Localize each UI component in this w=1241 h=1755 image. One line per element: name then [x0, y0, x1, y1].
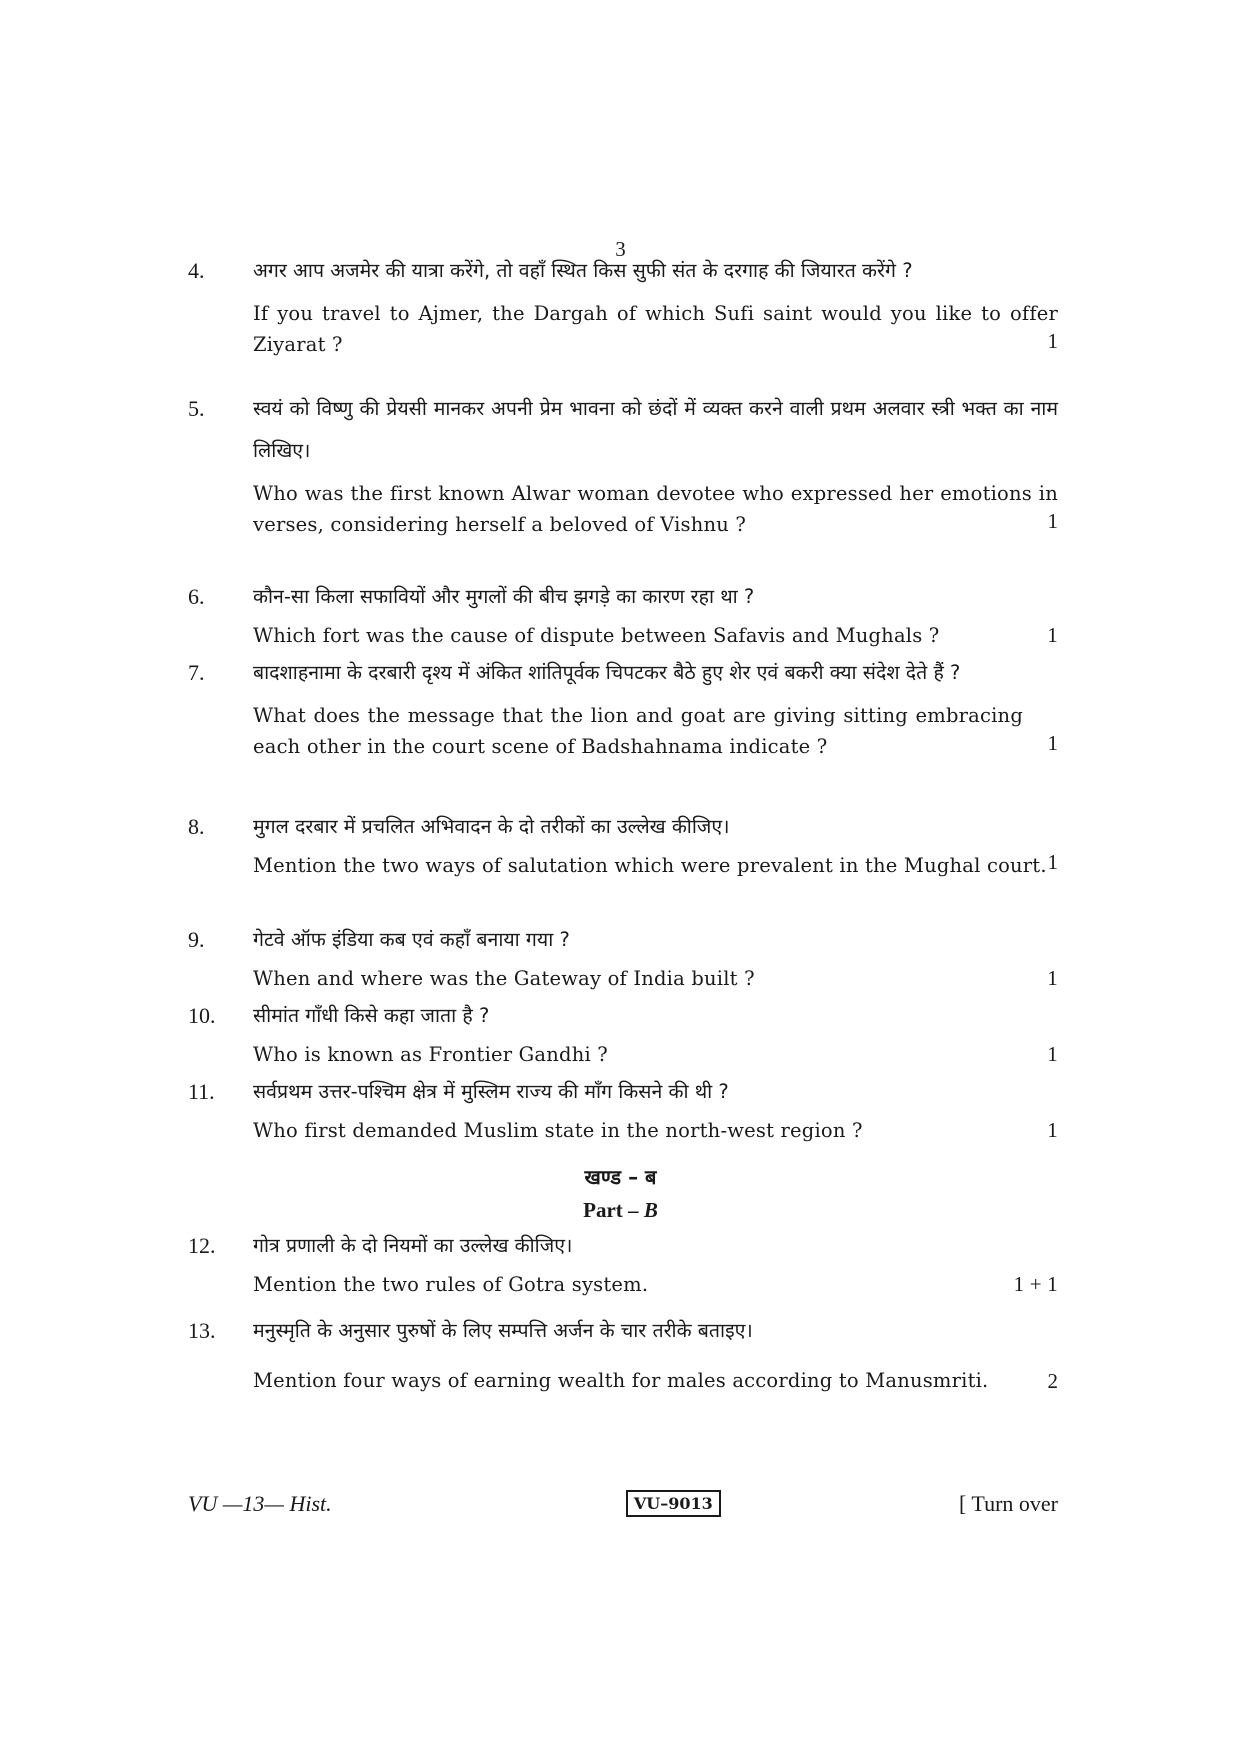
- question-hindi: स्वयं को विष्णु की प्रेयसी मानकर अपनी प्रेम भावना को छंदों में व्यक्त करने वाली प्रथम अलवार स्त्री भक्त का नाम लिखिए।: [253, 397, 1058, 462]
- question-hindi: गेटवे ऑफ इंडिया कब एवं कहाँ बनाया गया ?: [253, 928, 570, 951]
- question-number: 7.: [188, 660, 205, 685]
- question-number: 10.: [188, 1003, 216, 1028]
- question-number: 6.: [188, 584, 205, 609]
- question-hindi: सर्वप्रथम उत्तर-पश्चिम क्षेत्र में मुस्लिम राज्य की माँग किसने की थी ?: [253, 1080, 729, 1103]
- question-hindi: मनुस्मृति के अनुसार पुरुषों के लिए सम्पत्ति अर्जन के चार तरीके बताइए।: [253, 1319, 753, 1342]
- question-marks: 1: [1047, 731, 1058, 755]
- page-number: 3: [615, 237, 626, 261]
- question-hindi: मुगल दरबार में प्रचलित अभिवादन के दो तरीकों का उल्लेख कीजिए।: [253, 815, 730, 838]
- footer-code-box: VU–9013: [626, 1490, 721, 1517]
- footer-paper-id: VU —13— Hist.: [188, 1490, 332, 1516]
- page-footer: [188, 1490, 1058, 1517]
- question-marks: 2: [1047, 1369, 1058, 1393]
- question-marks: 1 + 1: [1013, 1272, 1058, 1296]
- question-marks: 1: [1047, 623, 1058, 647]
- question-english: When and where was the Gateway of India built ?: [253, 967, 755, 990]
- question-english: Who is known as Frontier Gandhi ?: [253, 1043, 608, 1066]
- question-hindi: गोत्र प्रणाली के दो नियमों का उल्लेख कीजिए।: [253, 1234, 573, 1257]
- question-english: Who first demanded Muslim state in the north-west region ?: [253, 1119, 863, 1142]
- question-number: 8.: [188, 814, 205, 839]
- question-marks: 1: [1047, 1042, 1058, 1066]
- question-english: Mention four ways of earning wealth for males according to Manusmriti.: [253, 1369, 989, 1392]
- question-number: 5.: [188, 396, 205, 421]
- question-english: Who was the first known Alwar woman devotee who expressed her emotions in verses, considering herself a beloved of Vishnu ?: [253, 482, 1058, 536]
- question-hindi: बादशाहनामा के दरबारी दृश्य में अंकित शांतिपूर्वक चिपटकर बैठे हुए शेर एवं बकरी क्या संदेश देते हैं ?: [253, 661, 961, 684]
- section-heading-hindi: खण्ड – ब: [584, 1165, 657, 1189]
- question-english-text: If you travel to Ajmer, the Dargah of which Sufi saint would you like to offer Ziyarat ?: [253, 302, 1058, 356]
- question-english: Which fort was the cause of dispute between Safavis and Mughals ?: [253, 624, 940, 647]
- question-hindi: अगर आप अजमेर की यात्रा करेंगे, तो वहाँ स्थित किस सुफी संत के दरगाह की जियारत करेंगे ?: [253, 259, 913, 282]
- question-marks: 1: [1047, 509, 1058, 533]
- question-marks: 1: [1047, 966, 1058, 990]
- question-hindi: कौन-सा किला सफावियों और मुगलों की बीच झगड़े का कारण रहा था ?: [253, 585, 755, 608]
- question-number: 11.: [188, 1079, 215, 1104]
- question-english: What does the message that the lion and goat are giving sitting embracing each other in the court scene of Badshahnama indicate ?: [253, 704, 1023, 758]
- question-hindi: सीमांत गाँधी किसे कहा जाता है ?: [253, 1004, 490, 1027]
- section-heading-english: [0, 1198, 1241, 1223]
- section-prefix: Part –: [583, 1198, 644, 1222]
- question-english: Mention the two rules of Gotra system.: [253, 1273, 649, 1296]
- question-number: 9.: [188, 927, 205, 952]
- question-english: Mention the two ways of salutation which were prevalent in the Mughal court.: [253, 854, 1047, 877]
- question-marks: 1: [1047, 329, 1058, 353]
- section-letter: B: [643, 1198, 658, 1222]
- question-number: 12.: [188, 1233, 216, 1258]
- question-number: 13.: [188, 1318, 216, 1343]
- turn-over-note: [ Turn over: [958, 1490, 1058, 1516]
- question-number: 4.: [188, 258, 205, 283]
- question-marks: 1: [1047, 850, 1058, 874]
- question-marks: 1: [1047, 1118, 1058, 1142]
- question-english: [253, 298, 1058, 360]
